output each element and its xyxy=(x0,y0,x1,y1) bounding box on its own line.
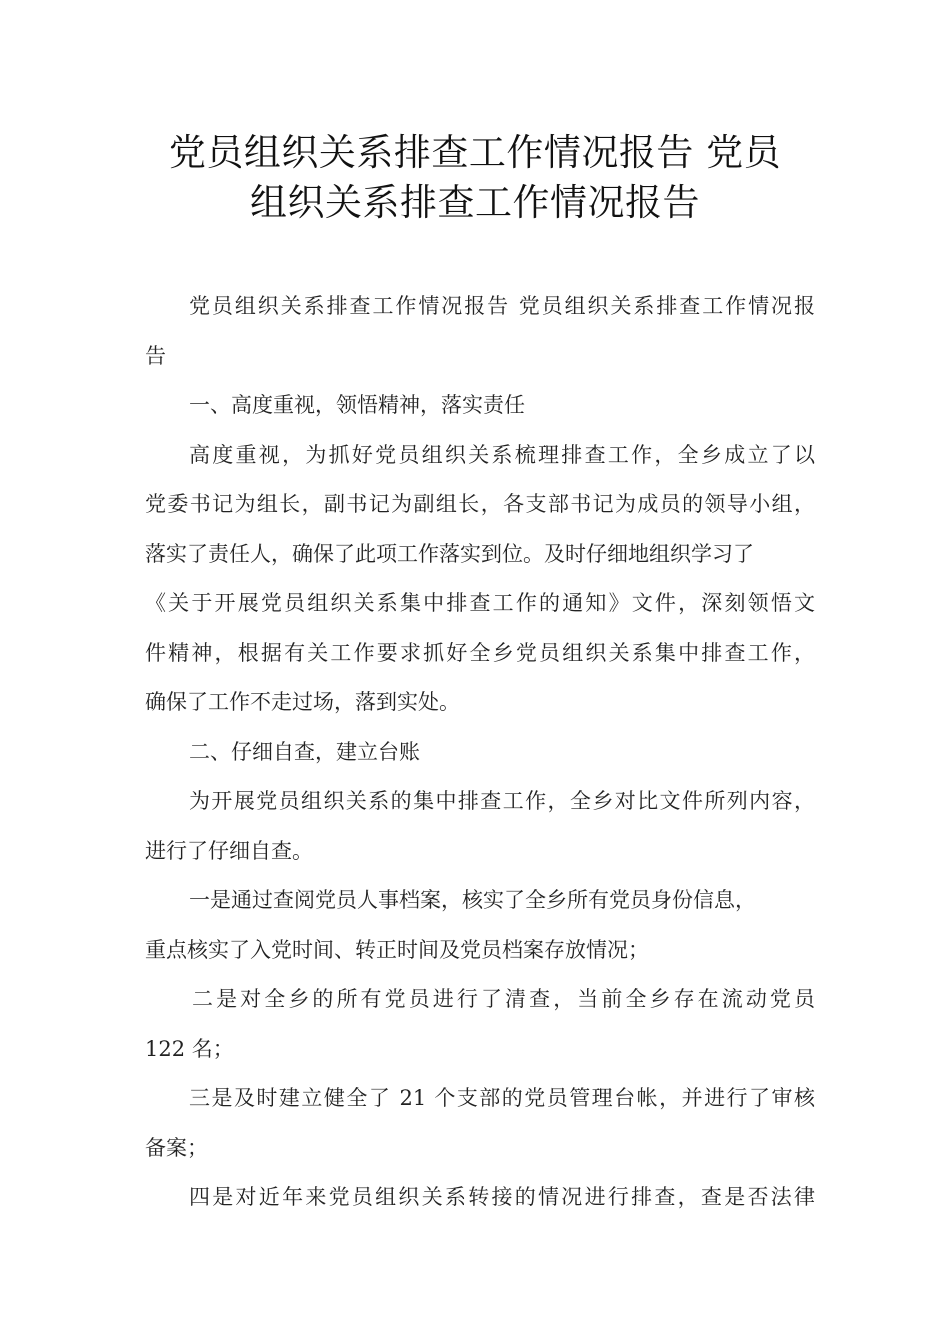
paragraph-line: 122 名； xyxy=(145,1036,234,1061)
paragraph-line: 四是对近年来党员组织关系转接的情况进行排查，查是否法律 xyxy=(189,1185,815,1209)
paragraph-line: 确保了工作不走过场，落到实处。 xyxy=(145,690,460,714)
paragraph-line: 三是及时建立健全了 21 个支部的党员管理台帐，并进行了审核 xyxy=(189,1086,815,1110)
paragraph-line: 党员组织关系排查工作情况报告 党员组织关系排查工作情况报 xyxy=(189,294,815,318)
paragraph-line: 件精神，根据有关工作要求抓好全乡党员组织关系集中排查工作， xyxy=(145,640,815,665)
paragraph-line: 进行了仔细自查。 xyxy=(145,838,313,863)
title-line: 组织关系排查工作情况报告 xyxy=(250,181,700,224)
title-line: 党员组织关系排查工作情况报告 党员 xyxy=(168,131,782,174)
paragraph-line: 高度重视，为抓好党员组织关系梳理排查工作，全乡成立了以 xyxy=(189,442,815,467)
paragraph-line: 党委书记为组长，副书记为副组长，各支部书记为成员的领导小组， xyxy=(145,492,815,516)
paragraph-line: 落实了责任人，确保了此项工作落实到位。及时仔细地组织学习了 xyxy=(145,541,754,566)
paragraph-line: 重点核实了入党时间、转正时间及党员档案存放情况； xyxy=(145,937,649,962)
paragraph-line: 为开展党员组织关系的集中排查工作，全乡对比文件所列内容， xyxy=(189,789,815,813)
paragraph-line: 《关于开展党员组织关系集中排查工作的通知》文件，深刻领悟文 xyxy=(145,591,815,615)
section-heading: 一、高度重视，领悟精神，落实责任 xyxy=(189,393,525,417)
paragraph-line: 告 xyxy=(145,343,166,368)
section-heading: 二、仔细自查，建立台账 xyxy=(189,739,420,764)
paragraph-line: 一是通过查阅党员人事档案，核实了全乡所有党员身份信息， xyxy=(189,888,756,912)
paragraph-line: 二是对全乡的所有党员进行了清查，当前全乡存在流动党员 xyxy=(192,987,815,1011)
document-body xyxy=(145,282,815,1223)
document-title xyxy=(80,128,870,228)
paragraph-line: 备案； xyxy=(145,1135,208,1160)
